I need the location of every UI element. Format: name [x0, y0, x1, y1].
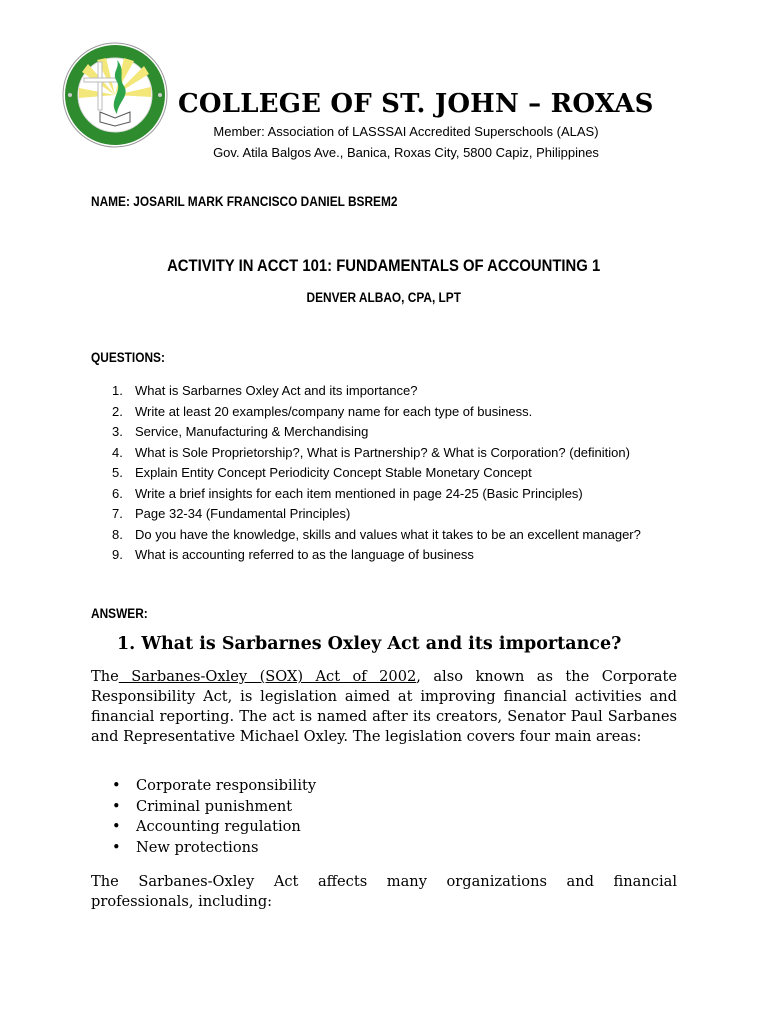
question-number: 4.: [112, 444, 123, 460]
address-line: Gov. Atila Balgos Ave., Banica, Roxas City, 5800 Capiz, Philippines: [213, 145, 599, 160]
bullet-text: Criminal punishment: [136, 797, 293, 815]
p1-start: The: [91, 668, 119, 685]
activity-title-text: ACTIVITY IN ACCT 101: FUNDAMENTALS OF ACCOUNTING 1: [167, 257, 601, 275]
activity-title: [0, 257, 768, 276]
bullet-item: [112, 817, 316, 838]
question-number: 5.: [112, 465, 123, 480]
question-item: [112, 504, 641, 525]
bullet-text: Corporate responsibility: [136, 777, 317, 794]
p1-rest: , also known as the Corporate Responsibility Act, is legislation aimed at improving financial activities and financial reporting. The act is named after its creators, Senator Paul Sarbanes and Representative Michael Oxley. The legislation covers four main areas:: [91, 668, 677, 745]
answer-label: ANSWER:: [91, 606, 148, 621]
question-text: Service, Manufacturing & Merchandising: [135, 424, 369, 439]
member-line: Member: Association of LASSSAI Accredited Superschools (ALAS): [213, 124, 599, 139]
question-item: [112, 402, 641, 423]
bullet-item: [112, 797, 316, 818]
bullet-icon: •: [112, 777, 121, 794]
bullet-icon: •: [112, 839, 121, 857]
question-number: 2.: [112, 403, 123, 419]
question-number: 3.: [112, 424, 123, 439]
instructor: [0, 290, 768, 305]
question-item: [112, 443, 641, 464]
question-item: [112, 545, 641, 566]
question-number: 9.: [112, 547, 123, 562]
question-item: [112, 463, 641, 484]
instructor-text: DENVER ALBAO, CPA, LPT: [306, 290, 462, 305]
answer-paragraph-2: The Sarbanes-Oxley Act affects many organizations and financial professionals, including:: [91, 873, 677, 910]
answer-heading-text: What is Sarbarnes Oxley Act and its importance?: [141, 634, 622, 654]
student-name: NAME: JOSARIL MARK FRANCISCO DANIEL BSREM2: [91, 194, 398, 209]
question-text: Explain Entity Concept Periodicity Concept Stable Monetary Concept: [135, 465, 532, 480]
question-text: What is Sole Proprietorship?, What is Partnership? & What is Corporation? (definition): [135, 444, 630, 460]
sox-link[interactable]: Sarbanes-Oxley (SOX) Act of 2002: [118, 668, 417, 685]
question-item: [112, 381, 641, 402]
question-number: 8.: [112, 526, 123, 542]
question-number: 1.: [112, 383, 123, 398]
question-text: Do you have the knowledge, skills and values what it takes to be an excellent manager?: [135, 526, 641, 542]
question-item: [112, 422, 641, 443]
questions-list: [112, 381, 641, 566]
question-text: Page 32-34 (Fundamental Principles): [135, 506, 351, 521]
question-text: What is accounting referred to as the language of business: [135, 547, 474, 562]
bullet-item: [112, 776, 316, 797]
question-item: [112, 484, 641, 505]
bullet-icon: •: [112, 797, 121, 815]
answer-heading-number: 1.: [117, 634, 136, 654]
question-item: [112, 525, 641, 546]
college-name: COLLEGE OF ST. JOHN – ROXAS: [178, 89, 654, 119]
question-number: 6.: [112, 485, 123, 501]
question-number: 7.: [112, 506, 123, 521]
bullet-icon: •: [112, 818, 121, 836]
bullet-text: Accounting regulation: [136, 818, 301, 836]
main-areas-list: [112, 776, 316, 859]
bullet-item: [112, 838, 316, 859]
answer-paragraph-1: [91, 667, 677, 747]
bullet-text: New protections: [136, 839, 259, 857]
question-text: Write at least 20 examples/company name for each type of business.: [135, 403, 533, 419]
question-text: What is Sarbarnes Oxley Act and its importance?: [135, 383, 418, 398]
question-text: Write a brief insights for each item mentioned in page 24-25 (Basic Principles): [135, 485, 583, 501]
answer-heading: [117, 634, 621, 654]
questions-label: QUESTIONS:: [91, 350, 165, 365]
